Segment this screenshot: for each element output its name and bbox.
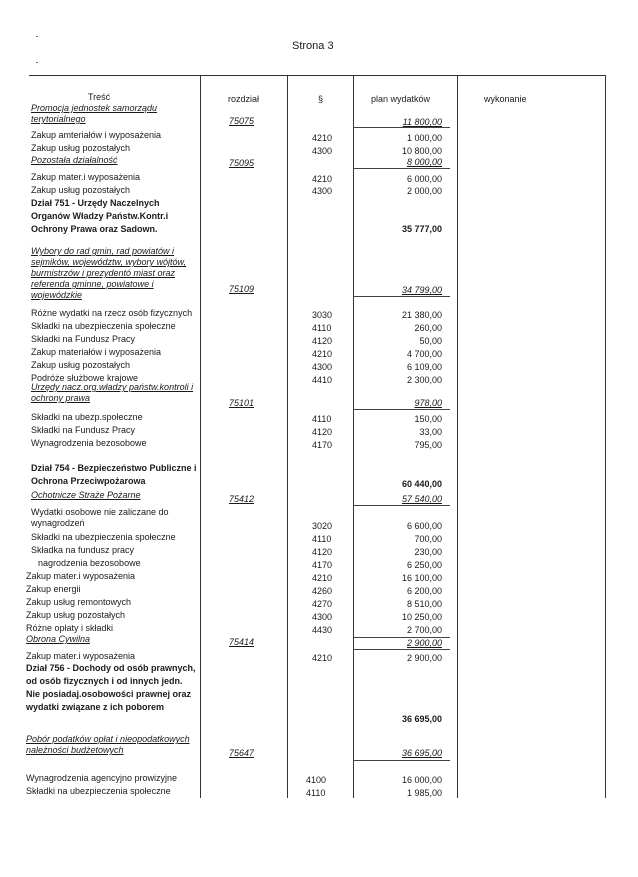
table-row-tresc: Składki na ubezpieczenia społeczne (26, 786, 171, 796)
table-row-rozdzial: 75647 (229, 748, 255, 758)
table-row-tresc: Pozostała działalność (31, 155, 118, 165)
table-row-plan: 2 900,00 (406, 653, 442, 663)
table-row-tresc: Zakup amteriałów i wyposażenia (31, 130, 162, 140)
table-row-plan: 6 250,00 (406, 560, 442, 570)
table-row-tresc: Zakup usług pozostałych (26, 610, 126, 620)
table-row-plan: 60 440,00 (401, 479, 442, 489)
table-row-plan: 36 695,00 (401, 748, 442, 758)
table-row-tresc: Zakup usług remontowych (26, 597, 132, 607)
table-row-tresc: Różne opłaty i składki (26, 623, 114, 633)
table-row-paragraf: 4170 (312, 440, 333, 450)
table-row-tresc: Zakup mater.i wyposażenia (31, 172, 141, 182)
table-row-paragraf: 4110 (312, 534, 332, 544)
table-row-tresc: Promocja jednostek samorządu terytorialnego (31, 103, 158, 124)
table-row-tresc: Zakup mater.i wyposażenia (26, 651, 136, 661)
table-row-plan: 16 000,00 (401, 775, 442, 785)
table-row-paragraf: 4120 (312, 336, 333, 346)
table-row-plan: 2 300,00 (406, 375, 442, 385)
table-row-plan: 34 799,00 (401, 285, 442, 295)
table-row-tresc: Wybory do rad gmin, rad powiatów i sejmików, województw, wybory wójtów, burmistrzów i prezydentó miast oraz referenda gminne, powiatowe i wojewódzkie (31, 246, 187, 300)
column-divider (353, 75, 354, 798)
table-row-paragraf: 4120 (312, 547, 333, 557)
table-row-tresc: Składki na ubezp.społeczne (31, 412, 143, 422)
table-row-tresc: Dział 754 - Bezpieczeństwo Publiczne i Ochrona Przeciwpożarowa (31, 463, 197, 486)
table-row-rozdzial: 75412 (229, 494, 255, 504)
table-row-paragraf: 4300 (312, 612, 333, 622)
table-row-plan: 8 510,00 (406, 599, 442, 609)
table-row-plan: 35 777,00 (401, 224, 442, 234)
table-row-rozdzial: 75095 (229, 158, 255, 168)
table-row-tresc: Podróże służbowe krajowe (31, 373, 139, 383)
table-row-tresc: Zakup mater.i wyposażenia (26, 571, 136, 581)
table-row-plan: 700,00 (414, 534, 442, 544)
table-row-plan: 6 200,00 (406, 586, 442, 596)
table-row-tresc: Składki na Fundusz Pracy (31, 334, 136, 344)
table-row-tresc: Dział 751 - Urzędy Naczelnych Organów Władzy Państw.Kontr.i Ochrony Prawa oraz Sadown. (31, 198, 169, 234)
table-row-plan: 2 700,00 (406, 625, 442, 635)
table-row-tresc: Wynagrodzenia agencyjno prowizyjne (26, 773, 178, 783)
table-row-paragraf: 4430 (312, 625, 333, 635)
table-row-plan: 150,00 (414, 414, 442, 424)
subtotal-underline (353, 409, 450, 410)
table-row-plan: 16 100,00 (401, 573, 442, 583)
header-paragraf: § (318, 94, 324, 104)
subtotal-underline (353, 168, 450, 169)
table-row-plan: 260,00 (414, 323, 442, 333)
table-row-plan: 230,00 (414, 547, 442, 557)
table-row-plan: 2 900,00 (406, 638, 442, 648)
table-row-plan: 8 000,00 (406, 157, 442, 167)
table-row-paragraf: 4260 (312, 586, 333, 596)
table-row-paragraf: 3020 (312, 521, 333, 531)
column-divider (605, 75, 606, 798)
table-row-tresc: Zakup energii (26, 584, 81, 594)
table-row-plan: 978,00 (414, 398, 442, 408)
table-row-tresc: Składki na ubezpieczenia społeczne (31, 321, 176, 331)
table-row-rozdzial: 75109 (229, 284, 255, 294)
header-plan: plan wydatków (371, 94, 431, 104)
table-row-tresc: Składki na ubezpieczenia społeczne (31, 532, 176, 542)
table-row-plan: 10 250,00 (401, 612, 442, 622)
header-wykonanie: wykonanie (484, 94, 527, 104)
table-row-plan: 10 800,00 (401, 146, 442, 156)
subtotal-underline (353, 127, 450, 128)
table-row-plan: 6 000,00 (406, 174, 442, 184)
scan-speck (36, 36, 38, 37)
table-row-tresc: Zakup usług pozostałych (31, 360, 131, 370)
scan-speck (36, 62, 38, 63)
table-row-tresc: Wydatki osobowe nie zaliczane do wynagrodzeń (31, 507, 169, 528)
column-divider (457, 75, 458, 798)
header-rozdzial: rozdział (228, 94, 260, 104)
table-row-paragraf: 4100 (306, 775, 327, 785)
table-row-tresc: Różne wydatki na rzecz osób fizycznych (31, 308, 193, 318)
table-row-plan: 2 000,00 (406, 186, 442, 196)
table-row-rozdzial: 75414 (229, 637, 255, 647)
table-row-plan: 50,00 (419, 336, 442, 346)
table-row-tresc: Obrona Cywilna (26, 634, 91, 644)
table-row-plan: 11 800,00 (402, 117, 442, 127)
table-row-plan: 1 985,00 (406, 788, 442, 798)
table-row-paragraf: 4120 (312, 427, 333, 437)
table-row-paragraf: 4300 (312, 186, 333, 196)
table-row-plan: 33,00 (419, 427, 442, 437)
table-row-plan: 4 700,00 (406, 349, 442, 359)
table-row-paragraf: 4300 (312, 146, 333, 156)
table-row-tresc: Zakup materiałów i wyposażenia (31, 347, 162, 357)
table-row-paragraf: 4410 (312, 375, 333, 385)
table-row-paragraf: 4110 (306, 788, 326, 798)
table-row-paragraf: 4210 (312, 174, 333, 184)
table-row-plan: 6 600,00 (406, 521, 442, 531)
table-row-plan: 57 540,00 (401, 494, 442, 504)
table-row-rozdzial: 75075 (229, 116, 255, 126)
table-row-plan: 6 109,00 (406, 362, 442, 372)
table-row-tresc: Wynagrodzenia bezosobowe (31, 438, 147, 448)
table-row-plan: 1 000,00 (406, 133, 442, 143)
table-row-paragraf: 4300 (312, 362, 333, 372)
table-row-tresc: Zakup usług pozostałych (31, 185, 131, 195)
table-row-tresc: Pobór podatków opłat i nieopodatkowych należności budżetowych (26, 734, 190, 755)
table-row-tresc: Składki na Fundusz Pracy (31, 425, 136, 435)
table-row-plan: 795,00 (414, 440, 442, 450)
subtotal-underline (353, 505, 450, 506)
subtotal-underline (353, 649, 450, 650)
table-row-paragraf: 4270 (312, 599, 333, 609)
table-row-tresc: Składka na fundusz pracy (31, 545, 135, 555)
table-row-plan: 21 380,00 (401, 310, 442, 320)
table-row-paragraf: 4110 (312, 323, 332, 333)
table-row-paragraf: 3030 (312, 310, 333, 320)
table-row-tresc: Urzędy nacz.org.władzy państw.kontroli i ochrony prawa (31, 382, 194, 403)
table-row-paragraf: 4210 (312, 573, 333, 583)
table-row-paragraf: 4210 (312, 653, 333, 663)
column-divider (287, 75, 288, 798)
page-title: Strona 3 (292, 40, 334, 52)
table-top-border (29, 75, 606, 76)
table-row-tresc: Dział 756 - Dochody od osób prawnych, od osób fizycznych i od innych jedn. Nie posiadaj.osobowości prawnej oraz wydatki związane z ich poborem (26, 663, 196, 712)
header-tresc: Treść (88, 92, 111, 102)
table-row-plan: 36 695,00 (401, 714, 442, 724)
column-divider (200, 75, 201, 798)
table-row-paragraf: 4110 (312, 414, 332, 424)
table-row-paragraf: 4170 (312, 560, 333, 570)
table-row-paragraf: 4210 (312, 133, 333, 143)
subtotal-underline (353, 760, 450, 761)
table-row-tresc: nagrodzenia bezosobowe (38, 558, 141, 568)
table-row-tresc: Zakup usług pozostałych (31, 143, 131, 153)
subtotal-underline (353, 296, 450, 297)
table-row-tresc: Ochotnicze Straże Pożarne (31, 490, 141, 500)
table-row-rozdzial: 75101 (229, 398, 255, 408)
table-row-paragraf: 4210 (312, 349, 333, 359)
